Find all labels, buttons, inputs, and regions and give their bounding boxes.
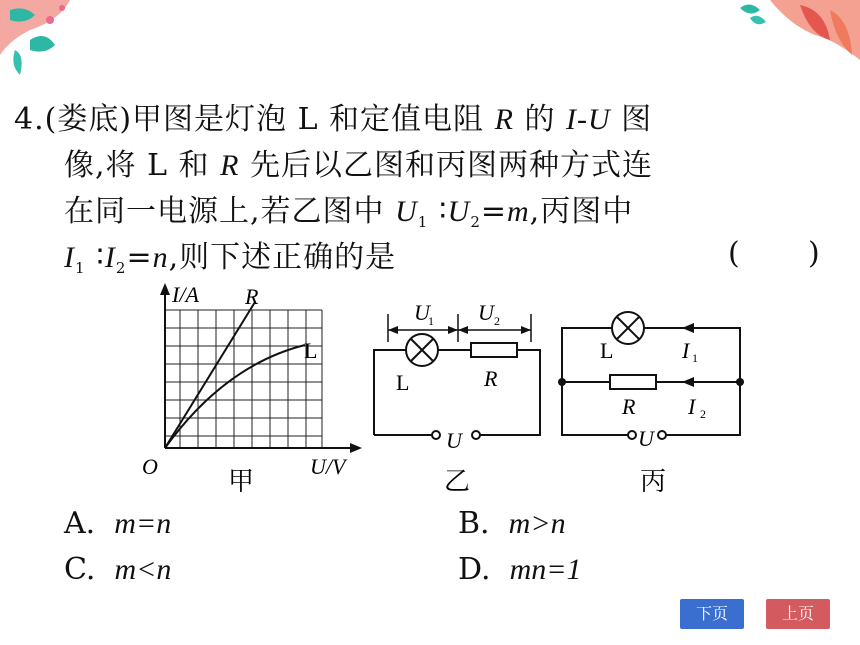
question-line-4: $I_1$ $∶I_2=n$,则下述正确的是 <box>64 240 397 277</box>
next-page-button[interactable]: 下页 <box>680 599 744 629</box>
resistor-label: R <box>484 366 498 391</box>
resistor-symbol <box>471 343 517 357</box>
question-line-1: 4.(娄底)甲图是灯泡 L 和定值电阻 R 的 I-U 图 <box>14 102 653 137</box>
origin-label: O <box>142 454 158 479</box>
lamp-label: L <box>396 370 410 395</box>
decoration-top-left <box>0 0 90 90</box>
svg-text:U: U <box>478 300 494 325</box>
svg-text:1: 1 <box>692 351 698 365</box>
svg-text:I: I <box>682 338 690 363</box>
option-d[interactable]: D. mn=1 <box>458 552 582 587</box>
svg-text:U: U <box>414 300 430 325</box>
source-label: U <box>446 428 462 453</box>
line-r <box>165 302 255 448</box>
question-line-2: 像,将 L 和 R 先后以乙图和丙图两种方式连 <box>64 148 653 183</box>
figure-yi-caption: 乙 <box>444 467 471 496</box>
graph-axes <box>160 283 362 453</box>
answer-paren-close: ) <box>808 236 820 271</box>
prev-page-button[interactable]: 上页 <box>766 599 830 629</box>
line-r-label: R <box>245 284 259 309</box>
graph-grid <box>165 310 322 448</box>
figure-yi-circuit <box>366 290 556 500</box>
curve-l <box>165 345 305 448</box>
resistor-label: R <box>622 394 636 419</box>
svg-text:2: 2 <box>494 314 500 328</box>
option-b[interactable]: B. m>n <box>458 506 566 541</box>
x-axis-label: U/V <box>310 454 346 479</box>
y-axis-label: I/A <box>172 282 199 307</box>
resistor-symbol <box>610 375 656 389</box>
option-a[interactable]: A. m=n <box>64 506 172 541</box>
question-number: 4. <box>14 102 45 137</box>
lamp-label: L <box>600 338 614 363</box>
question-line-3: 在同一电源上,若乙图中 $U_1$ $∶U_2=m$,丙图中 <box>64 194 634 231</box>
curve-l-label: L <box>304 338 318 363</box>
decoration-top-right <box>730 0 860 80</box>
figure-bing-circuit <box>552 300 752 500</box>
svg-text:I: I <box>688 394 696 419</box>
figure-jia-caption: 甲 <box>228 467 255 496</box>
figure-jia-graph <box>130 280 380 500</box>
option-c[interactable]: C. m<n <box>64 552 172 587</box>
source-label: U <box>638 426 654 451</box>
svg-text:1: 1 <box>428 314 434 328</box>
svg-text:2: 2 <box>700 407 706 421</box>
answer-paren-open: ( <box>728 236 740 271</box>
figure-bing-caption: 丙 <box>640 467 667 496</box>
